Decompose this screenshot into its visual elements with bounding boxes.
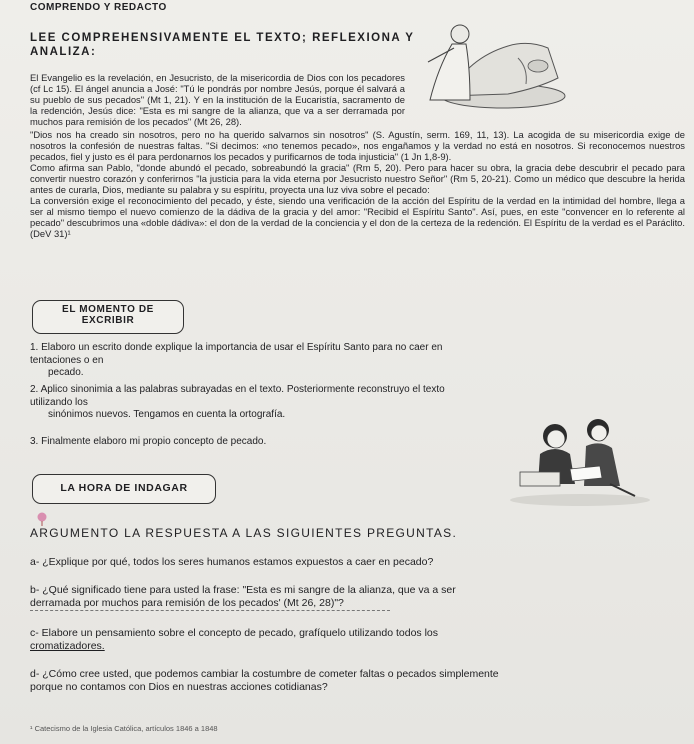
task-1-line-c: pecado. <box>48 367 84 378</box>
question-c-line-1: c- Elabore un pensamiento sobre el concepto de pecado, grafíquelo utilizando todos los <box>30 627 439 639</box>
task-1-line-a: 1. Elaboro un escrito donde explique la importancia de usar el Espíritu Santo para no caer en <box>30 342 443 353</box>
instruction-line-2: ANALIZA: <box>30 46 97 58</box>
question-d <box>30 668 680 694</box>
writing-moment-box <box>32 300 184 334</box>
reading-paragraph-2: "Dios nos ha creado sin nosotros, pero no ha querido salvarnos sin nosotros" (S. Agustín, serm. 169, 11, 13). La acogida de su misericordia exige de nosotros la confesión de nuestras faltas. "Si decimos: «no tenemos pecado», nos engañamos y la verdad no está en nosotros. Si reconocemos nuestros pecados, fiel y justo es él para perdonarnos los pecados y purificarnos de toda injusticia" (1 Jn 1,8-9). <box>30 129 685 162</box>
reading-text <box>30 72 685 127</box>
footnote: ¹ Catecismo de la Iglesia Católica, artículos 1846 a 1848 <box>30 724 218 733</box>
question-c-line-2: cromatizadores. <box>30 640 105 652</box>
top-title: COMPRENDO Y REDACTO <box>30 2 167 13</box>
task-3-line: 3. Finalmente elaboro mi propio concepto de pecado. <box>30 436 267 447</box>
research-time-box <box>32 474 216 504</box>
section-title: ARGUMENTO LA RESPUESTA A LAS SIGUIENTES PREGUNTAS. <box>30 526 458 540</box>
reading-text-cont <box>30 129 685 239</box>
writing-box-line-1: EL MOMENTO DE <box>62 304 154 315</box>
task-1-line-b: tentaciones o en <box>30 354 104 366</box>
reading-paragraph-4: La conversión exige el reconocimiento del pecado, y éste, siendo una verificación de la acción del Espíritu de la verdad en la intimidad del hombre, llega a ser al mismo tiempo el nuevo comienzo de la dádiva de la gracia y del amor: "Recibid el Espíritu Santo". Así, pues, en este "convencer en lo referente al pecado" descubrimos una «doble dádiva»: el don de la verdad de la conciencia y el don de la certeza de la redención. El Espíritu de la verdad es el Paráclito. (DeV 31)¹ <box>30 195 685 239</box>
question-c <box>30 627 680 653</box>
question-a: a- ¿Explique por qué, todos los seres humanos estamos expuestos a caer en pecado? <box>30 556 434 568</box>
task-1 <box>30 342 610 380</box>
question-d-line-2: porque no contamos con Dios en nuestras acciones cotidianas? <box>30 681 328 693</box>
question-b-line-2: derramada por muchos para remisión de los pecados' (Mt 26, 28)"? <box>30 597 390 611</box>
task-2-line-b: utilizando los <box>30 396 88 408</box>
question-b-line-1: b- ¿Qué significado tiene para usted la frase: "Esta es mi sangre de la alianza, que va a ser <box>30 584 456 596</box>
writing-box-line-2: EXCRIBIR <box>81 315 135 326</box>
task-2-line-c: sinónimos nuevos. Tengamos en cuenta la ortografía. <box>48 409 286 420</box>
children-reading-illustration <box>500 414 650 509</box>
question-d-line-1: d- ¿Cómo cree usted, que podemos cambiar la costumbre de cometer faltas o pecados simplemente <box>30 668 499 680</box>
task-2-line-a: 2. Aplico sinonimia a las palabras subrayadas en el texto. Posteriormente reconstruyo el texto <box>30 384 445 395</box>
pin-icon <box>36 512 48 526</box>
reading-paragraph-3: Como afirma san Pablo, "donde abundó el pecado, sobreabundó la gracia" (Rm 5, 20). Pero para hacer su obra, la gracia debe descubrir el pecado para convertir nuestro corazón y conferirnos "la justicia para la vida eterna por Jesucristo nuestro Señor" (Rm 5, 20-21). Como un médico que descubre la herida antes de curarla, Dios, mediante su palabra y su espíritu, proyecta una luz viva sobre el pecado: <box>30 162 685 195</box>
question-b <box>30 584 680 611</box>
reading-paragraph-1: El Evangelio es la revelación, en Jesucristo, de la misericordia de Dios con los pecadores (cf Lc 15). El ángel anuncia a José: "Tú le pondrás por nombre Jesús, porque él salvará a su pueblo de sus pecados" (Mt 1, 21). Y en la institución de la Eucaristía, sacramento de la redención, Jesús dice: "Esta es mi sangre de la alianza, que va a ser derramada por muchos para remisión de los pecados" (Mt 26, 28). <box>30 72 405 127</box>
instruction-line-1: LEE COMPREHENSIVAMENTE EL TEXTO; REFLEXIONA Y <box>30 32 415 44</box>
research-box-label: LA HORA DE INDAGAR <box>60 482 188 494</box>
